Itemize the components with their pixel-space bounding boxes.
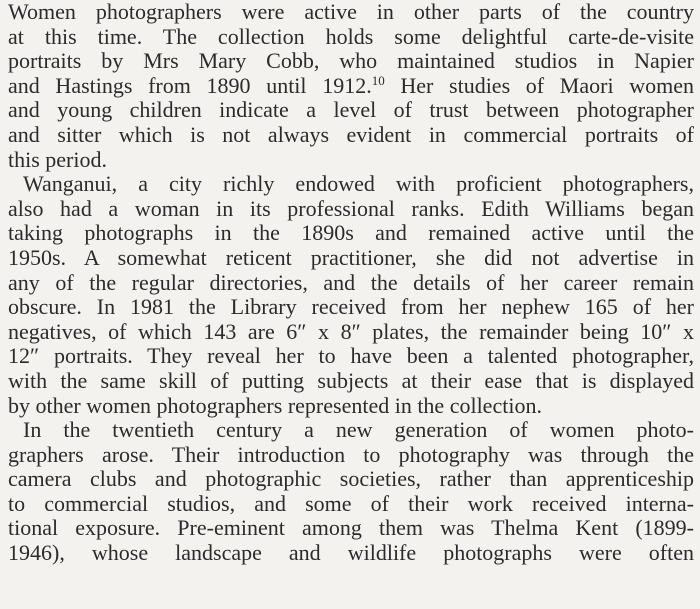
text-line: negatives, of which 143 are 6″ x 8″ plates, the remainder being 10″ x bbox=[8, 318, 694, 344]
text-line: camera clubs and photographic societies, rather than apprenticeship bbox=[8, 466, 694, 492]
text-line: obscure. In 1981 the Library received from her nephew 165 of her bbox=[8, 294, 694, 320]
text-line-end: Her studies of Maori women bbox=[384, 72, 694, 98]
text-line: by other women photographers represented in the collection. bbox=[8, 392, 542, 418]
text-line: this period. bbox=[8, 146, 107, 172]
text-line: also had a woman in its professional ranks. Edith Williams began bbox=[8, 195, 694, 221]
text-line-start: and bbox=[8, 97, 58, 123]
text-line: tional exposure. Pre-eminent among them was Thelma Kent (1899- bbox=[8, 515, 694, 541]
paragraph-mary-cobb bbox=[8, 0, 694, 172]
text-line: and sitter which is not always evident in commercial portraits of bbox=[8, 121, 694, 147]
text-line: Women photographers were active in other parts of the country bbox=[8, 0, 694, 24]
text-line: at this time. The collection holds some delightful carte-de-visite bbox=[8, 23, 694, 49]
text-line: any of the regular directories, and the details of her career remain bbox=[8, 269, 694, 295]
text-line: In the twentieth century a new generation of women photo- bbox=[23, 417, 694, 443]
text-line: Wanganui, a city richly endowed with proficient photographers, bbox=[23, 171, 694, 197]
paragraph-edith-williams bbox=[8, 172, 694, 418]
paragraph-twentieth-century bbox=[8, 418, 694, 566]
text-line: with the same skill of putting subjects at their ease that is displayed bbox=[8, 367, 694, 393]
text-line: taking photographs in the 1890s and remained active until the bbox=[8, 220, 694, 246]
footnote-marker: 10 bbox=[371, 72, 385, 88]
text-line: portraits by Mrs Mary Cobb, who maintained studios in Napier bbox=[8, 48, 694, 74]
text-line: to commercial studios, and some of their work received interna- bbox=[8, 490, 694, 516]
text-line-start: and Hastings from 1890 until 1912. bbox=[8, 72, 372, 98]
text-line: graphers arose. Their introduction to photography was through the bbox=[8, 441, 694, 467]
text-line: 1946), whose landscape and wildlife photographs were often bbox=[8, 540, 694, 566]
text-line-with-footnote bbox=[8, 74, 694, 99]
text-line-rest: young children indicate a level of trust between photographer bbox=[57, 97, 695, 123]
text-line: 1950s. A somewhat reticent practitioner, she did not advertise in bbox=[8, 244, 694, 270]
text-line bbox=[8, 98, 694, 123]
text-line: 12″ portraits. They reveal her to have been a talented photographer, bbox=[8, 343, 694, 369]
